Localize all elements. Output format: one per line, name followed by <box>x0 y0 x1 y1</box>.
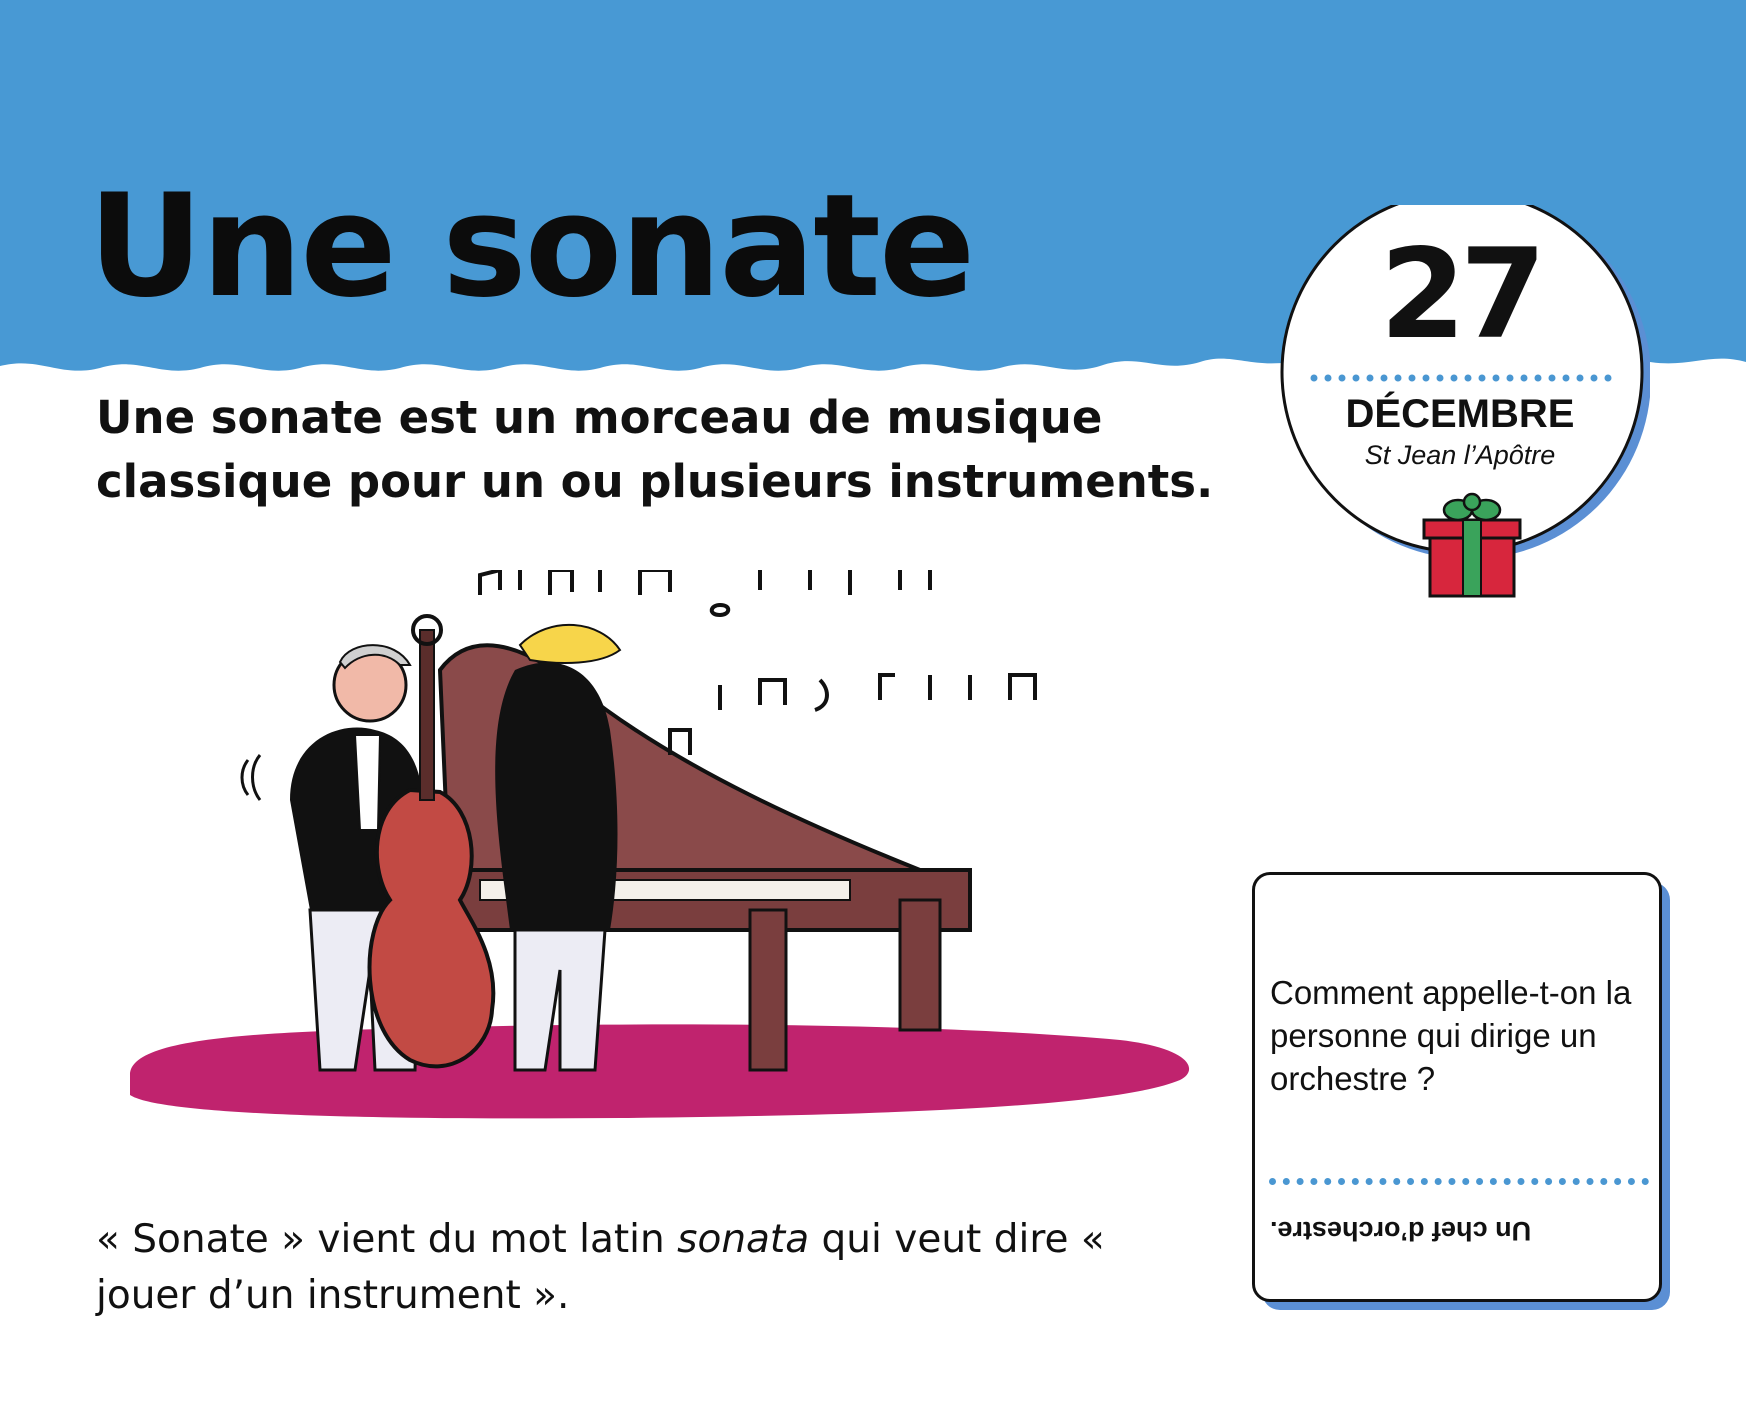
etymology-part-1: « Sonate » vient du mot latin <box>96 1217 678 1262</box>
etymology-text <box>96 1212 1196 1324</box>
sonata-illustration <box>120 570 1210 1170</box>
motion-lines <box>242 755 260 800</box>
page-title: Une sonate <box>88 164 974 329</box>
month-label: DÉCEMBRE <box>1345 392 1575 436</box>
quiz-card-frame <box>1252 872 1662 1302</box>
etymology-part-2: qui veut dire « jouer d’un instrument ». <box>96 1217 1105 1318</box>
pianist <box>495 625 620 1070</box>
saint-of-day: St Jean l’Apôtre <box>1364 440 1556 470</box>
gift-icon <box>1416 490 1526 600</box>
etymology-latin-word: sonata <box>677 1217 810 1262</box>
date-badge <box>1270 205 1650 585</box>
dotted-divider <box>1269 1178 1649 1185</box>
rug <box>130 1024 1189 1118</box>
quiz-question: Comment appelle-t-on la personne qui dirige un orchestre ? <box>1270 974 1632 1097</box>
quiz-card <box>1252 872 1672 1312</box>
definition-text: Une sonate est un morceau de musique classique pour un ou plusieurs instruments. <box>96 391 1214 508</box>
piano-leg <box>900 900 940 1030</box>
piano-leg <box>750 910 786 1070</box>
quiz-answer-upside-down: Un chef d’orchestre. <box>1270 1216 1532 1246</box>
day-number: 27 <box>1379 223 1541 367</box>
